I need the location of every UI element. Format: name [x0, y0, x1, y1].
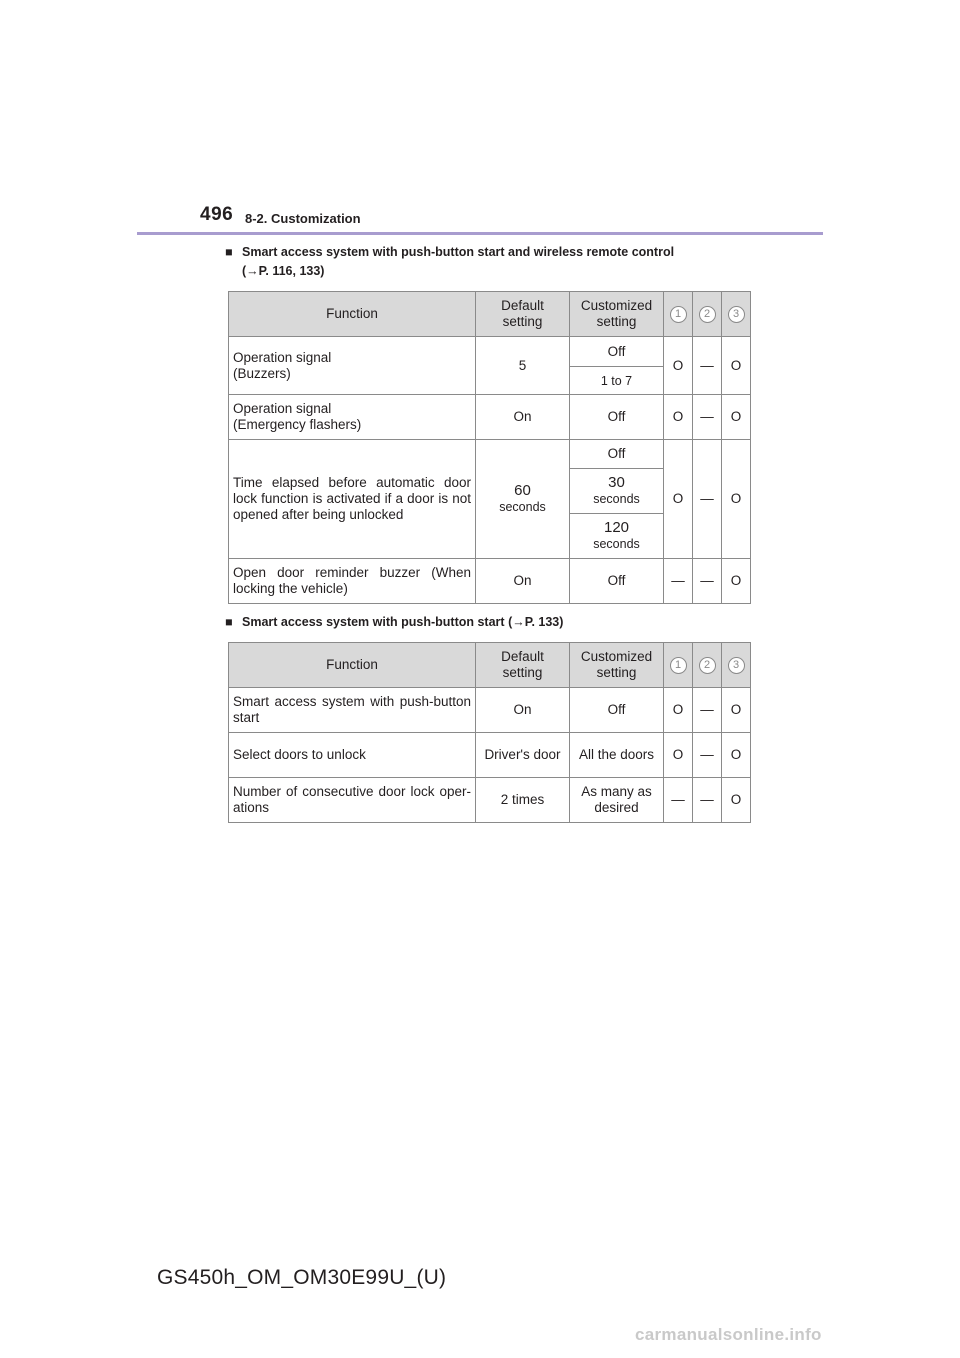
col2-cell: — — [693, 733, 722, 778]
settings-table-2 — [228, 642, 751, 823]
circled-number-3: 3 — [728, 306, 745, 323]
section2-heading — [225, 613, 563, 632]
default-cell: On — [476, 559, 570, 604]
default-cell: 2 times — [476, 778, 570, 823]
function-cell: Smart access system with push-button start — [229, 688, 476, 733]
col3-cell: O — [722, 559, 751, 604]
col2-cell: — — [693, 688, 722, 733]
table-row — [229, 337, 751, 367]
option-cell: 120 seconds — [570, 514, 664, 559]
circled-number-1: 1 — [670, 657, 687, 674]
table-row — [229, 733, 751, 778]
function-cell: Number of consecutive door lock oper-ations — [229, 778, 476, 823]
option-cell: As many as desired — [570, 778, 664, 823]
col1-cell: — — [664, 559, 693, 604]
table-row — [229, 778, 751, 823]
watermark: carmanualsonline.info — [635, 1325, 822, 1344]
header-col-3 — [722, 643, 751, 688]
default-cell: On — [476, 688, 570, 733]
option-cell: Off — [570, 559, 664, 604]
header-function: Function — [229, 292, 476, 337]
default-cell: 60 seconds — [476, 440, 570, 559]
circled-number-3: 3 — [728, 657, 745, 674]
option-cell: Off — [570, 395, 664, 440]
settings-table-1 — [228, 291, 751, 604]
function-cell: Open door reminder buzzer (When locking the vehicle) — [229, 559, 476, 604]
col2-cell: — — [693, 440, 722, 559]
header-default-setting: Default setting — [476, 643, 570, 688]
col3-cell: O — [722, 395, 751, 440]
header-function: Function — [229, 643, 476, 688]
col2-cell: — — [693, 778, 722, 823]
col1-cell: O — [664, 688, 693, 733]
header-col-1 — [664, 292, 693, 337]
table-row — [229, 688, 751, 733]
col3-cell: O — [722, 778, 751, 823]
table-header-row — [229, 643, 751, 688]
section1-reference: (→P. 116, 133) — [242, 264, 325, 278]
default-cell: On — [476, 395, 570, 440]
function-cell: Select doors to unlock — [229, 733, 476, 778]
col1-cell: O — [664, 440, 693, 559]
option-cell: Off — [570, 337, 664, 367]
col1-cell: O — [664, 395, 693, 440]
option-cell: Off — [570, 688, 664, 733]
col3-cell: O — [722, 688, 751, 733]
circled-number-1: 1 — [670, 306, 687, 323]
option-cell: 1 to 7 — [570, 367, 664, 395]
function-cell: Time elapsed before automatic door lock function is activated if a door is not opened after being unlocked — [229, 440, 476, 559]
square-bullet-icon: ■ — [225, 615, 233, 629]
section1-heading — [225, 243, 674, 281]
function-cell: Operation signal (Emergency flashers) — [229, 395, 476, 440]
section-title: 8-2. Customization — [245, 211, 361, 226]
col3-cell: O — [722, 440, 751, 559]
option-cell: 30 seconds — [570, 469, 664, 514]
header-col-1 — [664, 643, 693, 688]
table-header-row — [229, 292, 751, 337]
page-number: 496 — [200, 204, 234, 225]
section1-title: Smart access system with push-button start and wireless remote control — [242, 245, 675, 259]
col1-cell: — — [664, 778, 693, 823]
col3-cell: O — [722, 733, 751, 778]
table-row — [229, 395, 751, 440]
header-col-2 — [693, 643, 722, 688]
circled-number-2: 2 — [699, 657, 716, 674]
col2-cell: — — [693, 559, 722, 604]
header-col-2 — [693, 292, 722, 337]
circled-number-2: 2 — [699, 306, 716, 323]
option-cell: All the doors — [570, 733, 664, 778]
table-row — [229, 440, 751, 469]
section2-title: Smart access system with push-button start — [242, 615, 505, 629]
section2-reference: (→P. 133) — [508, 615, 564, 629]
col3-cell: O — [722, 337, 751, 395]
option-cell: Off — [570, 440, 664, 469]
header-customized-setting: Customized setting — [570, 292, 664, 337]
square-bullet-icon: ■ — [225, 245, 233, 259]
col2-cell: — — [693, 337, 722, 395]
table-row — [229, 559, 751, 604]
manual-code-footer: GS450h_OM_OM30E99U_(U) — [157, 1266, 447, 1289]
default-cell: 5 — [476, 337, 570, 395]
col1-cell: O — [664, 733, 693, 778]
header-default-setting: Default setting — [476, 292, 570, 337]
header-col-3 — [722, 292, 751, 337]
col1-cell: O — [664, 337, 693, 395]
col2-cell: — — [693, 395, 722, 440]
default-cell: Driver's door — [476, 733, 570, 778]
header-customized-setting: Customized setting — [570, 643, 664, 688]
header-divider — [137, 232, 823, 235]
function-cell: Operation signal (Buzzers) — [229, 337, 476, 395]
